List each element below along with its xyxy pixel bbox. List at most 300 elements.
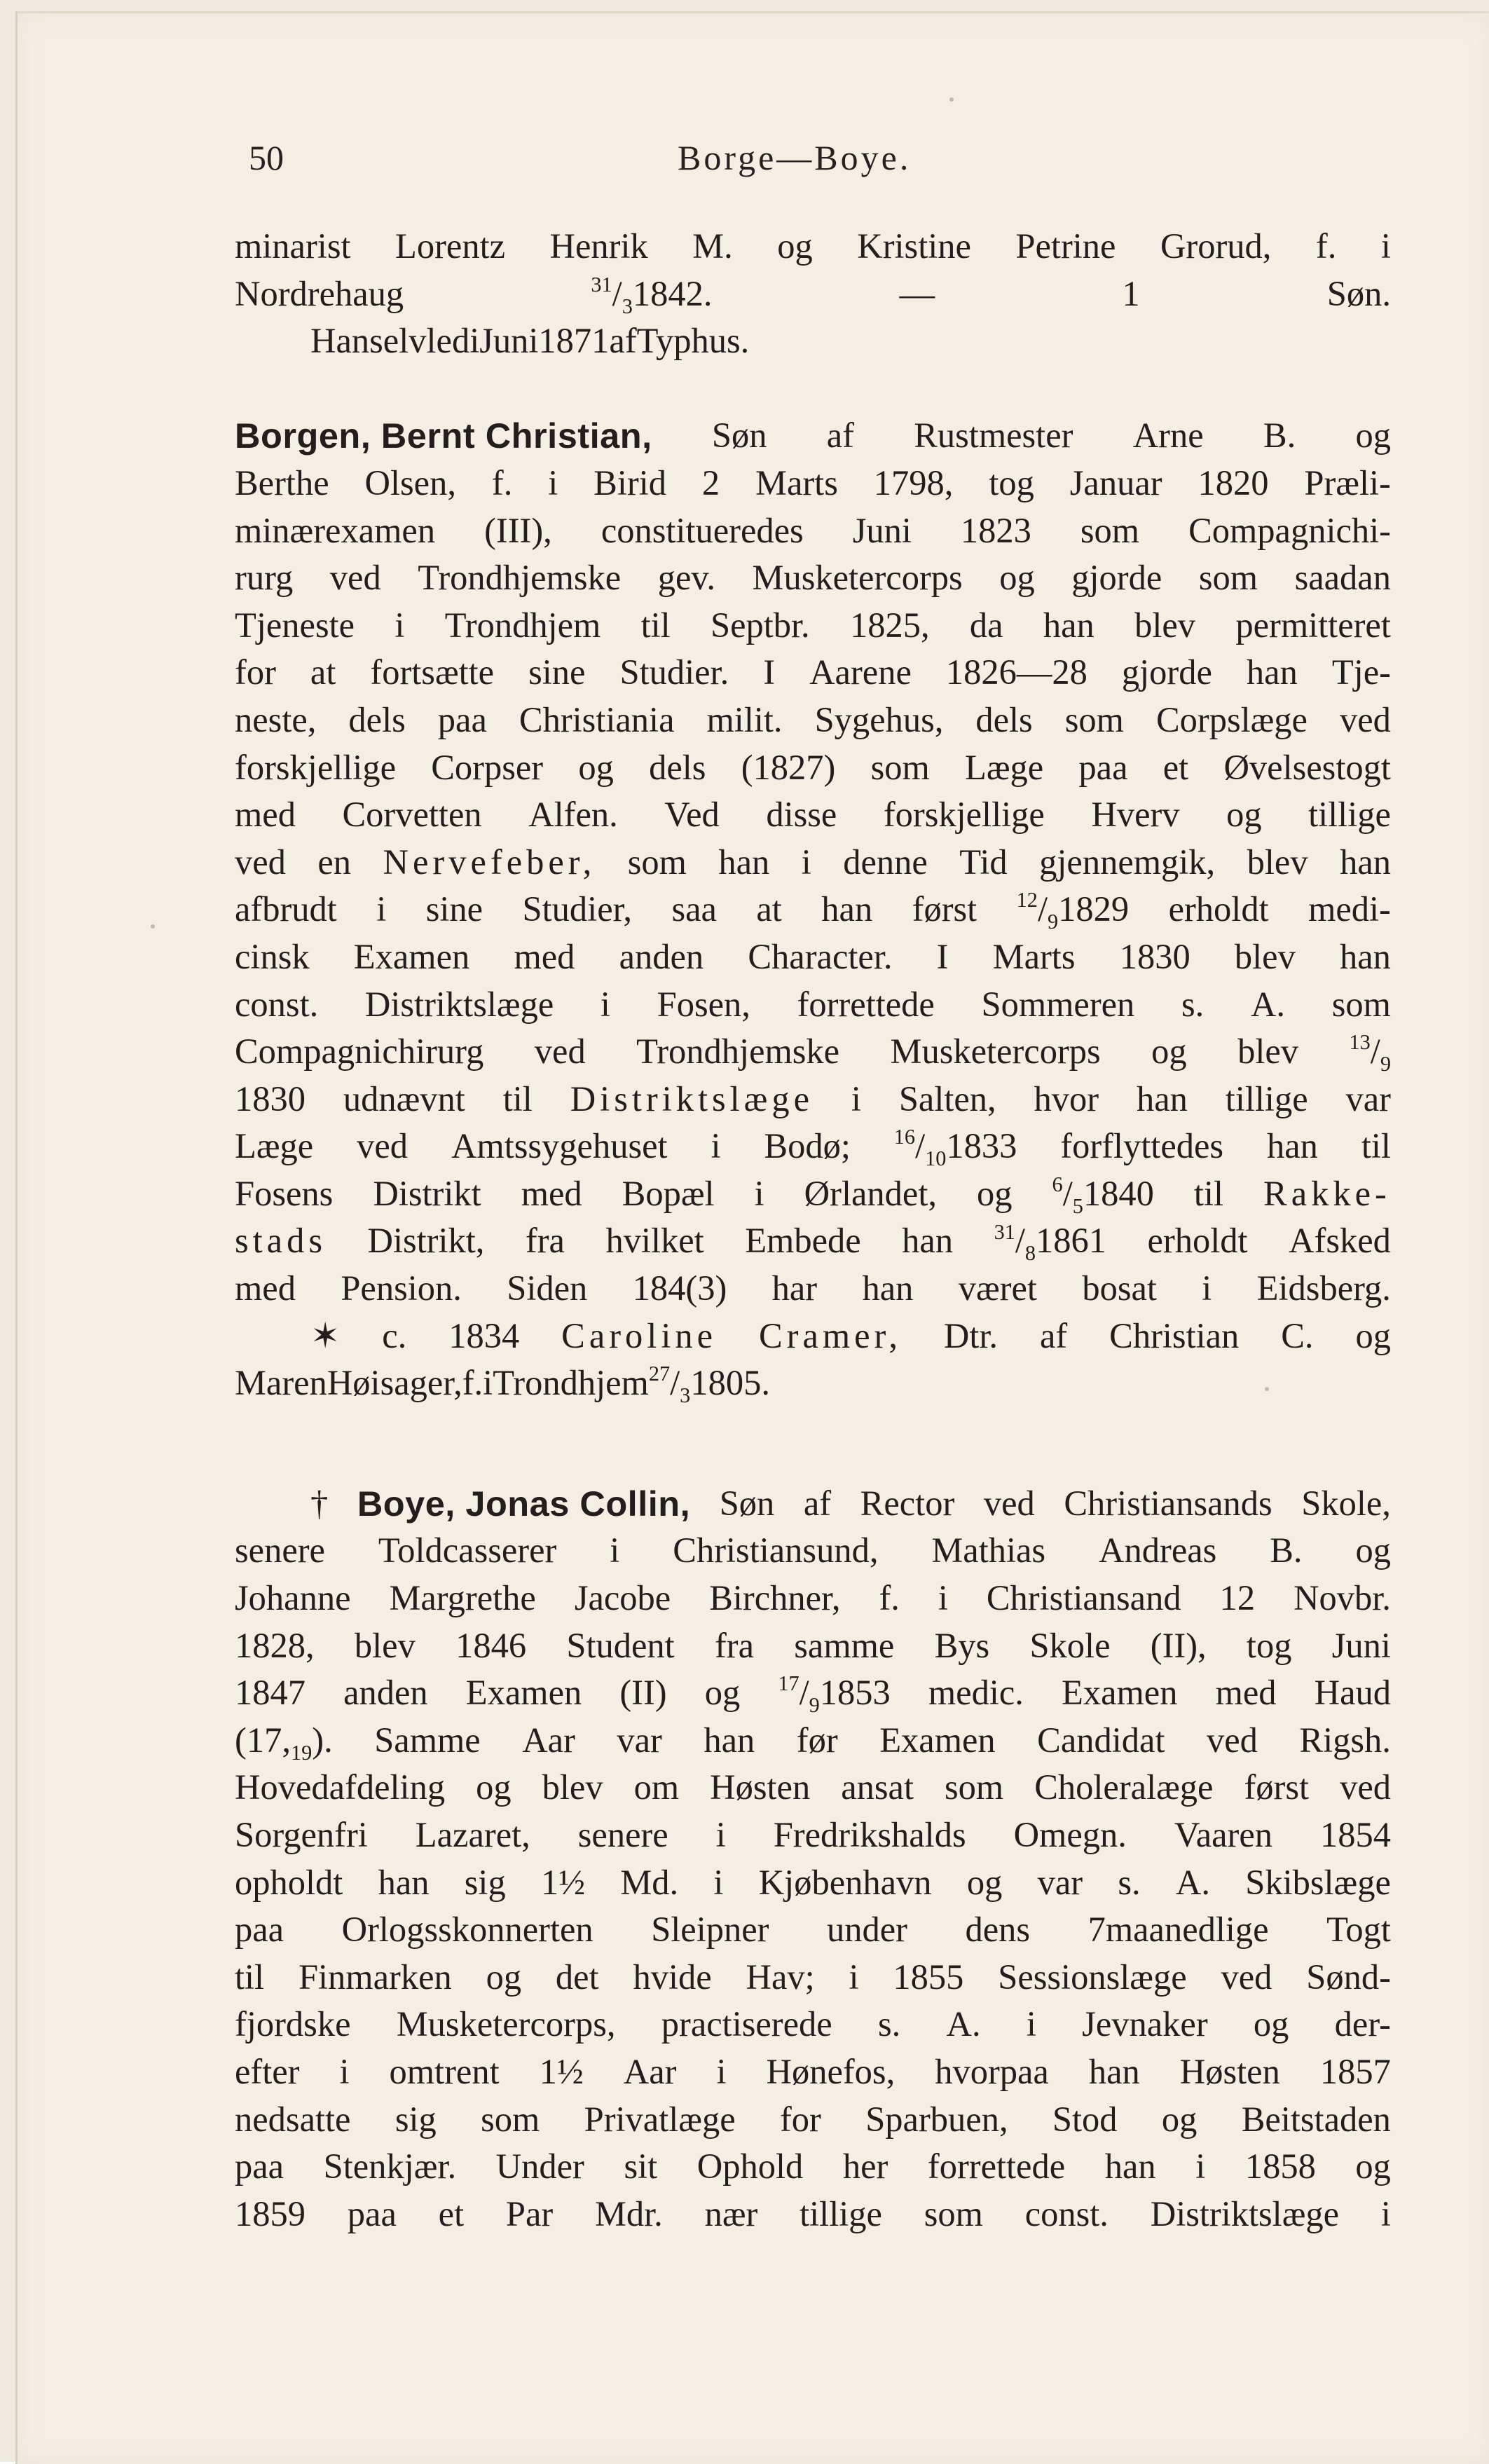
word: C. — [1281, 1315, 1314, 1355]
word: Bodø; — [764, 1126, 851, 1166]
word: ved — [534, 1032, 586, 1072]
word: nedsatte — [235, 2099, 351, 2139]
word: Compagnichi- — [1188, 510, 1391, 550]
word: anden — [343, 1673, 428, 1713]
word: Maren — [235, 1363, 327, 1403]
word: M. — [692, 226, 733, 266]
word: saa — [671, 889, 717, 929]
word: der- — [1334, 2004, 1391, 2044]
word: bosat — [1082, 1268, 1157, 1308]
word: Orlogsskonnerten — [341, 1910, 593, 1950]
word: og — [1151, 1032, 1187, 1072]
word: som — [945, 1767, 1004, 1807]
word: Omegn. — [1013, 1815, 1127, 1854]
word: blev — [1237, 1032, 1299, 1072]
word: ved — [1206, 1720, 1258, 1760]
word: fra — [525, 1221, 565, 1261]
word: i — [851, 1079, 861, 1118]
word: i — [711, 1126, 721, 1166]
word: Lorentz — [395, 226, 506, 266]
word: Boye, Jonas Collin, — [357, 1483, 691, 1524]
word: Hovedafdeling — [235, 1767, 446, 1807]
word: erholdt — [1168, 889, 1269, 929]
text-line — [235, 1622, 1391, 1670]
word: Samme — [374, 1720, 481, 1760]
text-line — [235, 2096, 1391, 2144]
word: Trondhjemske — [636, 1032, 840, 1072]
word: 2 — [701, 463, 720, 502]
word: til — [502, 1079, 533, 1118]
word: paa — [235, 1910, 284, 1950]
word: f. — [462, 1363, 483, 1403]
word: paa — [235, 2147, 284, 2186]
word: B. — [1270, 1531, 1303, 1570]
text-line — [235, 1812, 1391, 1859]
word: Rakke- — [1263, 1173, 1391, 1213]
text-line — [235, 697, 1391, 744]
word: Olsen, — [364, 463, 456, 502]
word: i — [548, 463, 558, 502]
word: som — [1080, 510, 1140, 550]
word: 1847 — [235, 1673, 306, 1713]
word: Novbr. — [1294, 1578, 1391, 1618]
word: Eidsberg. — [1256, 1268, 1391, 1308]
word: B. — [1263, 416, 1296, 456]
word: han — [1246, 652, 1298, 692]
word: Hverv — [1091, 795, 1180, 835]
word: at — [310, 652, 336, 692]
word: i — [938, 1578, 948, 1618]
word: const. — [235, 984, 319, 1024]
word: 1798, — [873, 463, 954, 502]
text-line — [235, 744, 1391, 792]
word: Skole, — [1301, 1483, 1391, 1523]
text-line — [235, 2191, 1391, 2238]
word: i — [376, 889, 387, 929]
word: ansat — [841, 1767, 914, 1807]
word: $^{17}/_91853$ — [778, 1671, 891, 1718]
word: Sleipner — [651, 1910, 769, 1950]
word: Stenkjær. — [323, 2147, 457, 2186]
word: tillige — [800, 2193, 882, 2233]
word: har — [771, 1268, 818, 1308]
word: Søn. — [1326, 273, 1391, 313]
word: Rector — [860, 1483, 955, 1523]
word: ved — [1340, 1767, 1391, 1807]
word: Sygehus, — [814, 699, 944, 739]
word: dels — [649, 747, 706, 787]
word: som — [924, 2193, 983, 2233]
word: han — [1137, 1079, 1188, 1118]
text-line — [235, 223, 1391, 271]
word: Søn — [719, 1483, 775, 1523]
word: gjennemgik, — [1039, 842, 1216, 882]
word: f. — [491, 463, 513, 502]
word: han — [1043, 605, 1095, 645]
word: const. — [1024, 2193, 1109, 2233]
word: hvide — [633, 1957, 712, 1997]
word: Musketercorps — [752, 558, 963, 598]
word: udnævnt — [343, 1079, 465, 1118]
word: til — [235, 1957, 265, 1997]
word: som — [1198, 558, 1258, 598]
word: Distriktslæge — [570, 1079, 814, 1118]
text-line — [235, 2048, 1391, 2096]
word: var — [1345, 1079, 1391, 1118]
word: Juni — [479, 321, 539, 361]
entry-continuation — [235, 223, 1391, 365]
word: i — [801, 842, 811, 882]
text-line — [235, 1480, 1391, 1528]
word: Margrethe — [389, 1578, 536, 1618]
word: Juni — [1331, 1625, 1391, 1665]
word: blev — [354, 1625, 416, 1665]
word: først — [1244, 1767, 1310, 1807]
word: Aar — [623, 2051, 677, 2091]
word: Nordrehaug — [235, 273, 404, 313]
text-line — [235, 271, 1391, 318]
word: samme — [794, 1625, 895, 1665]
word: Fosens — [235, 1173, 334, 1213]
word: $^6/_51840$ — [1052, 1172, 1154, 1218]
text-line — [235, 933, 1391, 981]
word: i — [339, 2051, 350, 2091]
word: milit. — [706, 699, 783, 739]
word: og — [704, 1673, 741, 1713]
word: 12 — [1219, 1578, 1256, 1618]
word: Sessionslæge — [998, 1957, 1187, 1997]
word: denne — [843, 842, 928, 882]
word: i — [610, 1531, 620, 1570]
word: da — [969, 605, 1003, 645]
word: om — [633, 1767, 680, 1807]
word: 1826—28 — [945, 652, 1087, 692]
text-line — [235, 1265, 1391, 1313]
word: Han — [310, 321, 370, 361]
word: blev — [1134, 605, 1196, 645]
word: Øvelsestogt — [1223, 747, 1391, 787]
word: Tje- — [1331, 652, 1391, 692]
word: 1834 — [448, 1315, 520, 1355]
word: s. — [877, 2004, 901, 2044]
word: Fredrikshalds — [773, 1815, 966, 1854]
word: paa — [347, 2193, 397, 2233]
word: med — [1215, 1673, 1277, 1713]
word: Hav; — [746, 1957, 815, 1997]
word: og — [1355, 416, 1391, 456]
entry-paragraph — [235, 1480, 1391, 2238]
word: i — [1380, 2193, 1391, 2233]
word: han — [718, 842, 770, 882]
paper-speck — [151, 924, 155, 929]
word: han — [821, 889, 873, 929]
word: A. — [946, 2004, 981, 2044]
word: hvilket — [605, 1221, 704, 1261]
word: Læge — [964, 747, 1044, 787]
word: Rigsh. — [1299, 1720, 1391, 1760]
word: $^{12}/_91829$ — [1016, 888, 1130, 934]
word: forflyttedes — [1060, 1126, 1224, 1166]
text-line — [235, 1575, 1391, 1622]
paper-speck — [949, 97, 954, 102]
word: til — [1193, 1173, 1224, 1213]
running-title: Borge—Boye. — [678, 138, 912, 177]
word: sit — [624, 2147, 658, 2186]
word: i — [715, 1815, 726, 1854]
body-text — [235, 223, 1391, 2238]
word: c. — [382, 1315, 407, 1355]
text-line — [235, 460, 1391, 507]
word: som — [870, 747, 930, 787]
word: constitueredes — [601, 510, 804, 550]
word: sig — [464, 1862, 506, 1902]
word: Birid — [593, 463, 666, 502]
word: Beitstaden — [1241, 2099, 1391, 2139]
word: forrettede — [797, 984, 935, 1024]
word: 1830 — [235, 1079, 306, 1118]
word: en — [317, 842, 352, 882]
word: 1855 — [893, 1957, 964, 1997]
entry-paragraph — [235, 412, 1391, 1406]
word: permitteret — [1235, 605, 1391, 645]
word: Toldcasserer — [378, 1531, 557, 1570]
word: tog — [989, 463, 1034, 502]
word: Aarene — [809, 652, 912, 692]
text-line — [235, 981, 1391, 1029]
word: fjordske — [235, 2004, 351, 2044]
word: i — [1380, 226, 1391, 266]
word: Examen — [353, 936, 470, 976]
word: 1825, — [849, 605, 930, 645]
word: Christiansand — [986, 1578, 1181, 1618]
word: $^{31}/_81861$ — [994, 1219, 1107, 1266]
word: Borgen, Bernt Christian, — [235, 416, 652, 456]
word: medic. — [928, 1673, 1024, 1713]
word: dels — [975, 699, 1033, 739]
word: $^{27}/_31805$. — [648, 1362, 770, 1408]
word: Juni — [852, 510, 912, 550]
word: 1 — [1122, 273, 1140, 313]
word: tog — [1246, 1625, 1292, 1665]
word: og — [977, 1173, 1013, 1213]
word: Typhus. — [636, 321, 750, 361]
word: omtrent — [389, 2051, 500, 2091]
word: Distriktslæge — [364, 984, 554, 1024]
word: han — [1088, 2051, 1140, 2091]
word: Ophold — [697, 2147, 804, 2186]
word: Par — [505, 2193, 554, 2233]
word: senere — [235, 1531, 325, 1570]
word: han — [862, 1268, 914, 1308]
word: (1827) — [741, 747, 836, 787]
word: og — [1253, 2004, 1289, 2044]
word: han — [704, 1720, 755, 1760]
word: Tid — [959, 842, 1008, 882]
word: ved — [983, 1483, 1035, 1523]
paragraph-gap — [235, 1407, 1391, 1480]
word: og — [1226, 795, 1262, 835]
text-line — [235, 839, 1391, 887]
word: Student — [566, 1625, 675, 1665]
word: og — [966, 1862, 1003, 1902]
word: 1859 — [235, 2193, 306, 2233]
word: 1½ — [539, 2051, 584, 2091]
word: ved — [329, 558, 381, 598]
word: og — [777, 226, 813, 266]
word: med — [521, 1173, 582, 1213]
word: Høsten — [710, 1767, 811, 1807]
word: Embede — [745, 1221, 861, 1261]
word: Christiansands — [1064, 1483, 1272, 1523]
word: først — [912, 889, 977, 929]
word: 1828, — [235, 1625, 315, 1665]
word: Ved — [664, 795, 720, 835]
word: Mathias — [931, 1531, 1046, 1570]
word: Arne — [1132, 416, 1204, 456]
text-line — [235, 791, 1391, 839]
word: Fosen, — [657, 984, 750, 1024]
word: Examen — [1062, 1673, 1178, 1713]
word: minærexamen — [235, 510, 436, 550]
word: Petrine — [1015, 226, 1116, 266]
word: ved — [235, 842, 286, 882]
word: stads — [235, 1221, 327, 1261]
word: Under — [495, 2147, 584, 2186]
word: ved — [1221, 1957, 1272, 1997]
word: $^{31}/_31842$. — [591, 272, 713, 318]
word: Trondhjemske — [418, 558, 622, 598]
word: 1857 — [1319, 2051, 1391, 2091]
text-line — [235, 1076, 1391, 1123]
word: neste, — [235, 699, 317, 739]
word: det — [555, 1957, 599, 1997]
word: Marts — [992, 936, 1076, 976]
word: cinsk — [235, 936, 310, 976]
word: $^{16}/_{10}1833$ — [893, 1125, 1017, 1171]
word: Siden — [507, 1268, 588, 1308]
word: forskjellige — [883, 795, 1045, 835]
text-line — [235, 1859, 1391, 1907]
word: og — [578, 747, 614, 787]
word: som — [627, 842, 687, 882]
word: afbrudt — [235, 889, 337, 929]
word: 7maanedlige — [1087, 1910, 1269, 1950]
word: i — [394, 605, 405, 645]
word: hvorpaa — [935, 2051, 1049, 2091]
word: blev — [1234, 936, 1296, 976]
word: hvor — [1034, 1079, 1099, 1118]
word: Distrikt, — [367, 1221, 485, 1261]
word: han — [1104, 2147, 1156, 2186]
word: Corpser — [431, 747, 544, 787]
word: disse — [766, 795, 837, 835]
word: Hønefos, — [766, 2051, 896, 2091]
word: Finmarken — [298, 1957, 452, 1997]
word: i — [1195, 2147, 1206, 2186]
word: med — [514, 936, 575, 976]
word: Jacobe — [574, 1578, 671, 1618]
word: A. — [1250, 984, 1286, 1024]
word: med — [235, 795, 296, 835]
word: som — [1331, 984, 1391, 1024]
word: rurg — [235, 558, 294, 598]
word: et — [438, 2193, 465, 2233]
word: Candidat — [1037, 1720, 1165, 1760]
word: og — [1161, 2099, 1198, 2139]
word: forrettede — [927, 2147, 1066, 2186]
word: tillige — [1225, 1079, 1308, 1118]
word: og — [1355, 1315, 1391, 1355]
word: dens — [965, 1910, 1031, 1950]
word: I — [936, 936, 949, 976]
word: 184(3) — [632, 1268, 727, 1308]
word: Pension. — [341, 1268, 462, 1308]
word: Sommeren — [981, 984, 1135, 1024]
word: minarist — [235, 226, 351, 266]
word: sig — [394, 2099, 437, 2139]
word: Tjeneste — [235, 605, 355, 645]
word: før — [796, 1720, 838, 1760]
word: gev. — [657, 558, 715, 598]
word: af — [609, 321, 637, 361]
text-line — [235, 1527, 1391, 1575]
word: Stod — [1052, 2099, 1118, 2139]
text-line — [235, 2001, 1391, 2048]
word: Høsten — [1179, 2051, 1280, 2091]
word: Examen — [879, 1720, 996, 1760]
word: Trondhjem — [444, 605, 601, 645]
word: og — [1355, 1531, 1391, 1570]
word: var — [1037, 1862, 1083, 1902]
word: 1830 — [1119, 936, 1190, 976]
word: (III), — [484, 510, 552, 550]
text-line — [235, 1217, 1391, 1265]
word: Musketercorps, — [396, 2004, 616, 2044]
word: Bys — [934, 1625, 990, 1665]
word: i — [469, 321, 480, 361]
text-line — [235, 2143, 1391, 2191]
word: saadan — [1294, 558, 1391, 598]
word: i — [600, 984, 610, 1024]
word: at — [756, 889, 782, 929]
word: f. — [1315, 226, 1337, 266]
word: Høisager, — [327, 1363, 462, 1403]
text-line — [235, 1123, 1391, 1170]
word: Januar — [1069, 463, 1162, 502]
word: 1½ — [540, 1862, 586, 1902]
word: han — [378, 1862, 430, 1902]
word: Aar — [522, 1720, 575, 1760]
word: i — [713, 1862, 724, 1902]
text-line — [235, 1906, 1391, 1954]
word: Christian — [1109, 1315, 1240, 1355]
text-line — [235, 1669, 1391, 1717]
word: til — [1361, 1126, 1391, 1166]
page-number: 50 — [249, 138, 284, 177]
text-line — [235, 412, 1391, 460]
word: Togt — [1326, 1910, 1391, 1950]
word: med — [235, 1268, 296, 1308]
word: fortsætte — [370, 652, 495, 692]
word: Marts — [755, 463, 838, 502]
word: Sorgenfri — [235, 1815, 368, 1854]
word: led — [426, 321, 470, 361]
word: fra — [714, 1625, 755, 1665]
word: Bopæl — [622, 1173, 715, 1213]
word: blev — [542, 1767, 603, 1807]
word: som — [481, 2099, 540, 2139]
text-line — [235, 1313, 1391, 1360]
